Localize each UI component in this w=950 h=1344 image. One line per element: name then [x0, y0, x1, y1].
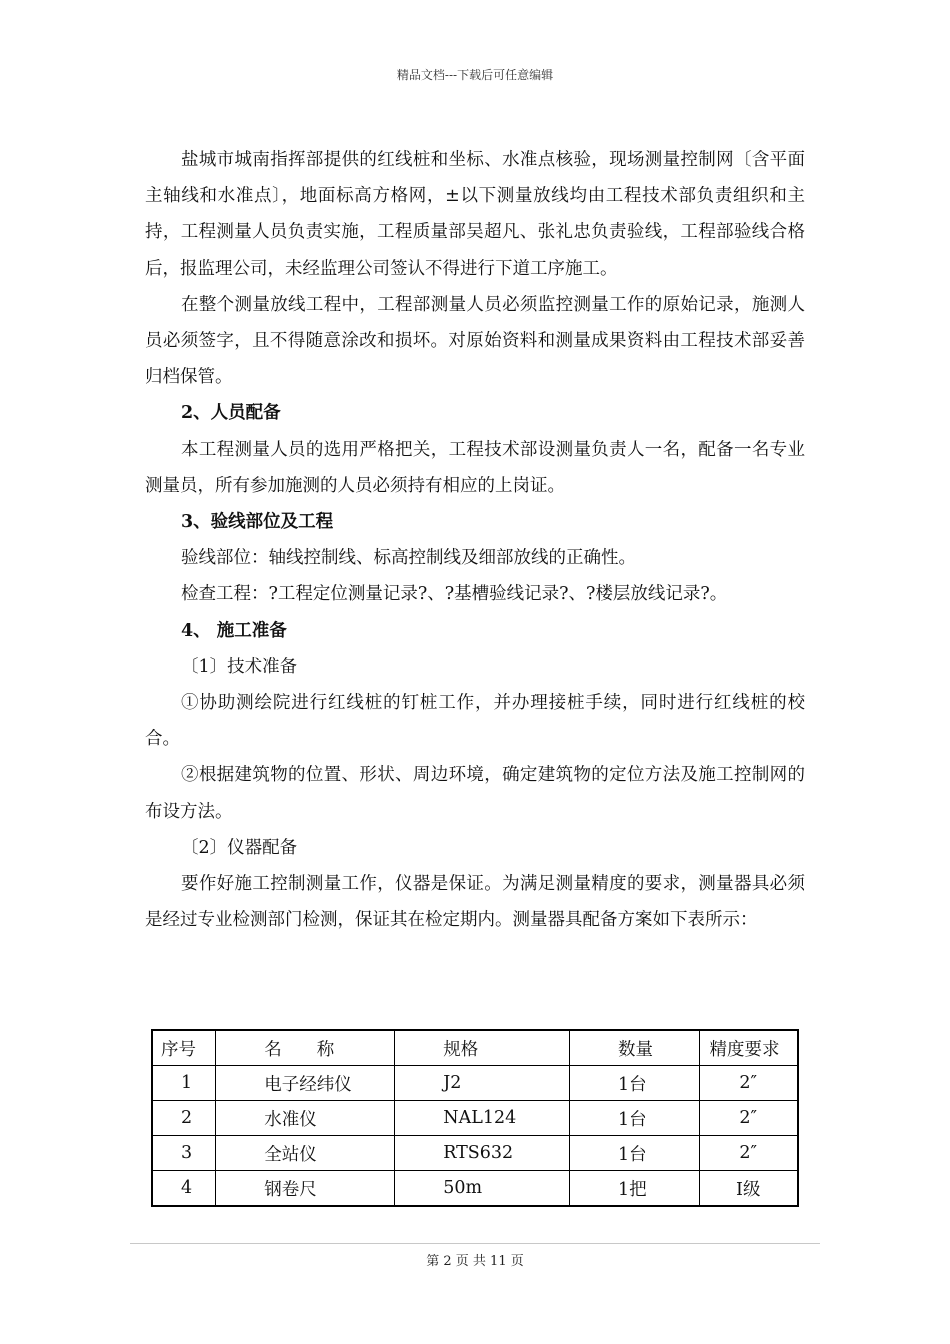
paragraph: 本工程测量人员的选用严格把关，工程技术部设测量负责人一名，配备一名专业测量员，所有参加施测的人员必须持有相应的上岗证。: [145, 439, 805, 496]
paragraph: 盐城市城南指挥部提供的红线桩和坐标、水准点核验，现场测量控制网〔含平面主轴线和水准点〕，地面标高方格网，±以下测量放线均由工程技术部负责组织和主持，工程测量人员负责实施，工程质量部吴超凡、张礼忠负责验线，工程部验线合格后，报监理公司，未经监理公司签认不得进行下道工序施工。: [145, 150, 805, 279]
paragraph: 要作好施工控制测量工作，仪器是保证。为满足测量精度的要求，测量器具必须是经过专业检测部门检测，保证其在检定期内。测量器具配备方案如下表所示：: [145, 874, 805, 931]
document-body: [145, 142, 805, 938]
table-cell: 电子经纬仪: [216, 1066, 395, 1101]
table-cell: I级: [699, 1171, 798, 1207]
table-cell: 2″: [699, 1136, 798, 1171]
table-row: [152, 1101, 798, 1136]
table-cell: 50m: [395, 1171, 570, 1207]
table-row: [152, 1136, 798, 1171]
table-cell: 4: [152, 1171, 216, 1207]
paragraph: 检查工程：?工程定位测量记录?、?基槽验线记录?、?楼层放线记录?。: [181, 584, 728, 605]
table-cell: 2: [152, 1101, 216, 1136]
table-cell: 2″: [699, 1101, 798, 1136]
table-cell: 1: [152, 1066, 216, 1101]
table-cell: 1台: [569, 1066, 699, 1101]
table-cell: 水准仪: [216, 1101, 395, 1136]
header-cell: 数量: [569, 1030, 699, 1066]
instrument-table: [151, 1029, 799, 1207]
footer-divider: [130, 1243, 820, 1244]
page-footer: 第 2 页 共 11 页: [426, 1254, 524, 1269]
table-cell: 1台: [569, 1101, 699, 1136]
header-cell: 名 称: [216, 1030, 395, 1066]
header-cell: 精度要求: [699, 1030, 798, 1066]
paragraph: 验线部位：轴线控制线、标高控制线及细部放线的正确性。: [181, 548, 636, 569]
table-cell: 1台: [569, 1136, 699, 1171]
subsection-heading: 〔1〕技术准备: [181, 656, 298, 677]
section-heading: 3、验线部位及工程: [181, 512, 334, 533]
paragraph: ②根据建筑物的位置、形状、周边环境，确定建筑物的定位方法及施工控制网的布设方法。: [145, 765, 805, 822]
table-cell: 3: [152, 1136, 216, 1171]
table-cell: 钢卷尺: [216, 1171, 395, 1207]
table-cell: 全站仪: [216, 1136, 395, 1171]
table-cell: NAL124: [395, 1101, 570, 1136]
header-cell: 序号: [152, 1030, 216, 1066]
subsection-heading: 〔2〕仪器配备: [181, 837, 298, 858]
paragraph: ①协助测绘院进行红线桩的钉桩工作，并办理接桩手续，同时进行红线桩的校合。: [145, 693, 805, 750]
table-row: [152, 1171, 798, 1207]
table-row: [152, 1066, 798, 1101]
section-heading: 2、人员配备: [181, 403, 281, 424]
table-header-row: [152, 1030, 798, 1066]
section-heading: 4、 施工准备: [181, 620, 287, 641]
paragraph: 在整个测量放线工程中，工程部测量人员必须监控测量工作的原始记录，施测人员必须签字，且不得随意涂改和损坏。对原始资料和测量成果资料由工程技术部妥善归档保管。: [145, 294, 805, 388]
header-cell: 规格: [395, 1030, 570, 1066]
table-cell: 2″: [699, 1066, 798, 1101]
table-cell: J2: [395, 1066, 570, 1101]
table-cell: 1把: [569, 1171, 699, 1207]
table-cell: RTS632: [395, 1136, 570, 1171]
page-header: 精品文档---下载后可任意编辑: [396, 68, 554, 82]
